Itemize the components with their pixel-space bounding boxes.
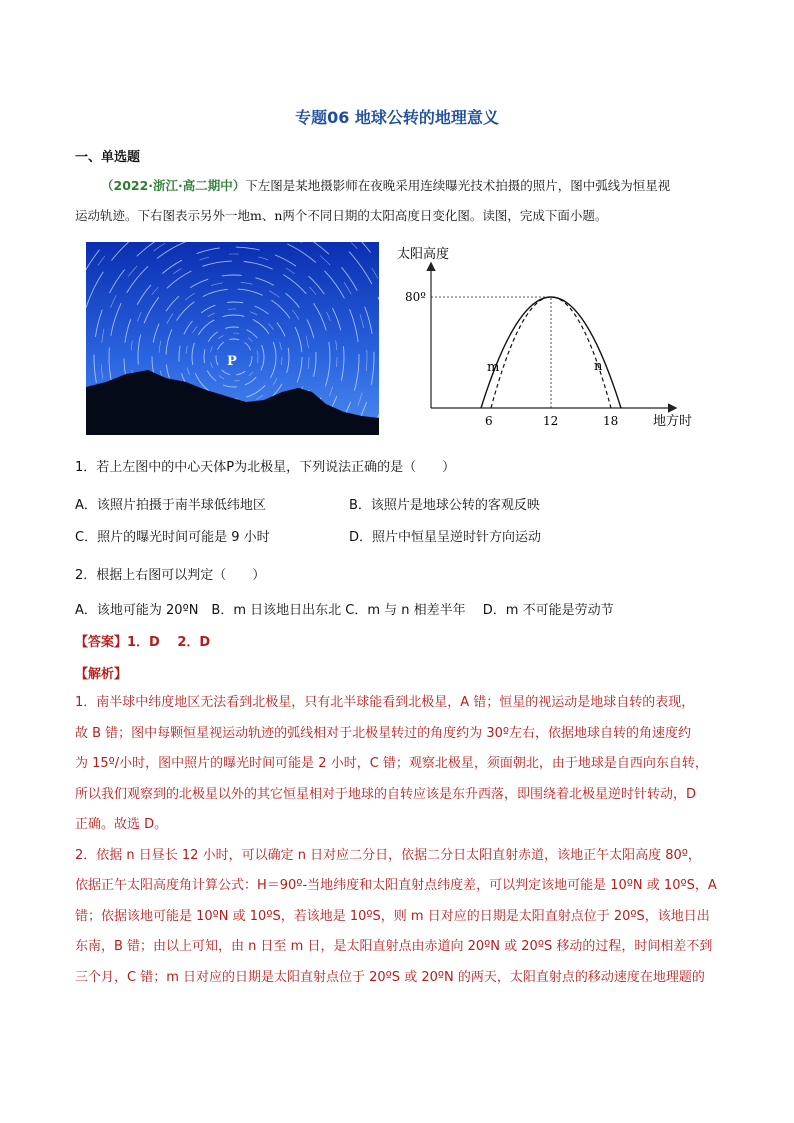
x-tick-18: 18 — [603, 414, 619, 428]
analysis-label: 【解析】 — [75, 667, 128, 682]
series-m-label: m — [487, 360, 500, 375]
solar-altitude-chart — [383, 240, 713, 440]
x-axis-label: 地方时 — [653, 414, 693, 429]
question-1-stem: 1．若上左图中的中心天体P为北极星，下列说法正确的是（ ） — [75, 460, 456, 475]
intro-line-2: 运动轨迹。下右图表示另外一地m、n两个不同日期的太阳高度日变化图。读图，完成下面小题。 — [75, 208, 608, 223]
intro-line-1: （2022·浙江·高二期中）下左图是某地摄影师在夜晚采用连续曝光技术拍摄的照片，图中弧线为恒星视 — [101, 178, 671, 193]
explanation-line: 2．依据 n 日昼长 12 小时，可以确定 n 日对应二分日，依据二分日太阳直射赤道，该地正午太阳高度 80º， — [75, 847, 701, 863]
explanation-line: 正确。故选 D。 — [75, 817, 168, 832]
x-tick-12: 12 — [543, 414, 559, 428]
explanation-line: 错；依据该地可能是 10ºN 或 10ºS，若该地是 10ºS，则 m 日对应的日期是太阳直射点位于 20ºS，该地日出 — [75, 908, 710, 924]
source-tag: （2022·浙江·高二期中） — [101, 178, 246, 193]
page-title: 专题06 地球公转的地理意义 — [295, 108, 499, 127]
q2-options: A．该地可能为 20ºN B．m 日该地日出东北 C．m 与 n 相差半年 D．m 不可能是劳动节 — [75, 603, 614, 618]
star-trail-photo — [86, 242, 379, 435]
y-axis-label: 太阳高度 — [397, 247, 450, 262]
q1-option-c: C．照片的曝光时间可能是 9 小时 — [75, 530, 270, 545]
x-tick-6: 6 — [485, 414, 493, 428]
q1-option-b: B．该照片是地球公转的客观反映 — [349, 498, 540, 513]
series-n-label: n — [594, 359, 603, 374]
explanation-line: 三个月，C 错；m 日对应的日期是太阳直射点位于 20ºS 或 20ºN 的两天，太阳直射点的移动速度在地理题的 — [75, 969, 705, 985]
answer-line: 【答案】1．D 2．D — [75, 635, 211, 650]
pole-star-label: P — [227, 354, 237, 369]
y-mark-80: 80º — [405, 290, 426, 304]
section-heading: 一、单选题 — [75, 150, 141, 165]
q1-option-d: D．照片中恒星呈逆时针方向运动 — [349, 530, 542, 545]
explanation-line: 所以我们观察到的北极星以外的其它恒星相对于地球的自转应该是东升西落，即围绕着北极星逆时针转动，D — [75, 786, 697, 802]
explanation-line: 依据正午太阳高度角计算公式：H＝90º-当地纬度和太阳直射点纬度差，可以判定该地可能是 10ºN 或 10ºS，A — [75, 878, 717, 893]
explanation-line: 为 15º/小时，图中照片的曝光时间可能是 2 小时，C 错；观察北极星，须面朝北，由于地球是自西向东自转， — [75, 756, 708, 771]
chart-svg — [383, 240, 713, 440]
explanation-line: 1．南半球中纬度地区无法看到北极星，只有北半球能看到北极星，A 错；恒星的视运动是地球自转的表现， — [75, 695, 695, 710]
question-2-stem: 2．根据上右图可以判定（ ） — [75, 568, 266, 583]
q1-option-a: A．该照片拍摄于南半球低纬地区 — [75, 498, 266, 513]
explanation-line: 故 B 错；图中每颗恒星视运动轨迹的弧线相对于北极星转过的角度约为 30º左右，依据地球自转的角速度约 — [75, 725, 691, 741]
explanation-block — [75, 688, 725, 993]
explanation-line: 东南，B 错；由以上可知，由 n 日至 m 日，是太阳直射点由赤道向 20ºN 或 20ºS 移动的过程，时间相差不到 — [75, 939, 713, 954]
